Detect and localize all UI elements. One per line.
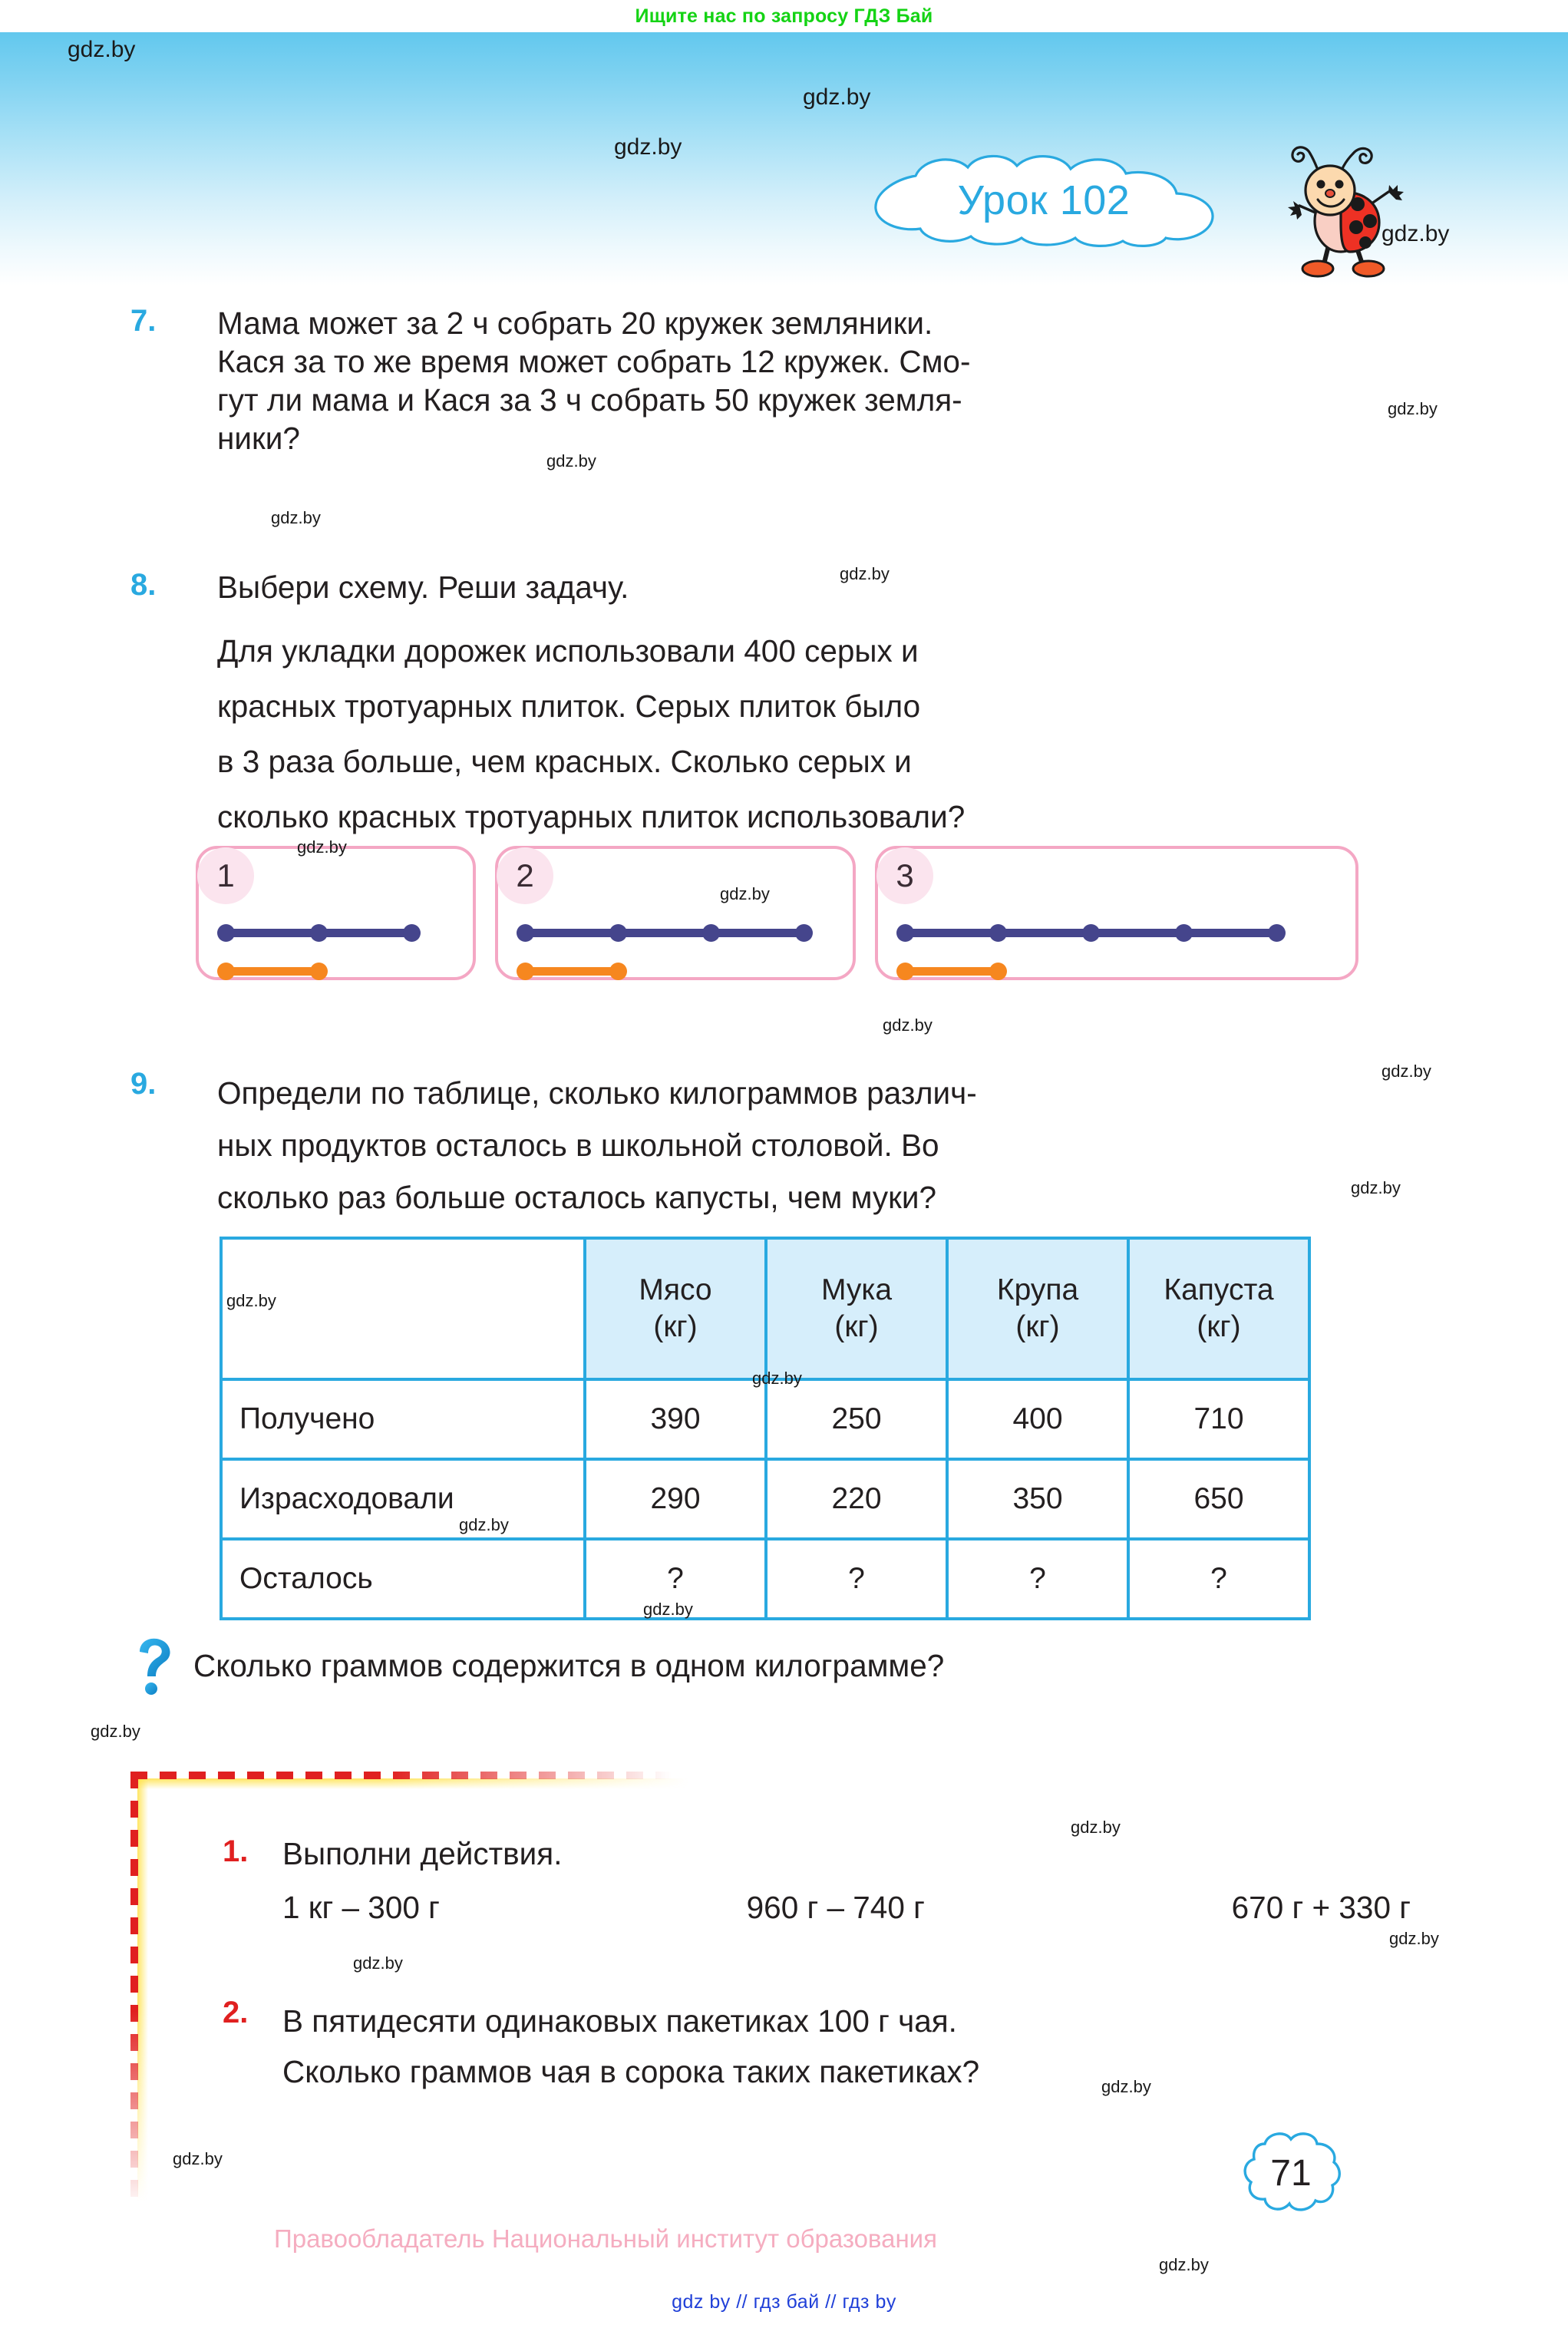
scheme-option-2-badge: 2 (497, 847, 553, 904)
oral-question-row (130, 1635, 944, 1696)
segment-dot (517, 924, 534, 942)
page-number-label: 71 (1270, 2152, 1312, 2194)
table-cell: ? (766, 1539, 947, 1619)
watermark: gdz.by (1159, 2255, 1209, 2274)
promo-banner-text: Ищите нас по запросу ГДЗ Бай (635, 5, 933, 27)
segment-dot (310, 963, 328, 980)
oral-question-text: Сколько граммов содержится в одном килограмме? (193, 1647, 945, 1683)
watermark: gdz.by (353, 1953, 403, 1973)
scheme-option-1-orange-line (226, 963, 319, 980)
table-cell: 290 (585, 1459, 766, 1539)
watermark: gdz.by (643, 1600, 693, 1619)
segment-dot (702, 924, 720, 942)
exercise-9-body (217, 1067, 1399, 1223)
table-header-cabbage-unit: (кг) (1197, 1310, 1241, 1343)
scheme-option-3-blue-line (906, 924, 1276, 942)
scheme-options-row (196, 846, 1358, 980)
task-2-number: 2. (223, 1996, 249, 2029)
segment-dot (517, 963, 534, 980)
lesson-title-cloud (856, 150, 1232, 250)
table-cell: 350 (947, 1459, 1128, 1539)
exercise-8-line-1: Для укладки дорожек использовали 400 серых и (217, 633, 919, 669)
ladybug-icon (1276, 129, 1415, 282)
segment-dot (795, 924, 813, 942)
watermark: gdz.by (840, 564, 890, 583)
task-1-expression-1: 1 кг – 300 г (282, 1890, 440, 1925)
segment-dot (403, 924, 421, 942)
task-1-number: 1. (223, 1834, 249, 1868)
table-header-row (221, 1238, 1309, 1379)
watermark: gdz.by (883, 1015, 933, 1035)
table-row (221, 1379, 1309, 1459)
exercise-9-line-2: ных продуктов осталось в школьной столовой. Во (217, 1128, 939, 1163)
watermark: gdz.by (1388, 399, 1438, 418)
exercise-8-line-2: красных тротуарных плиток. Серых плиток было (217, 689, 921, 724)
exercise-8-line-3: в 3 раза больше, чем красных. Сколько серых и (217, 744, 912, 779)
scheme-option-2-orange-line (526, 963, 618, 980)
task-1-expression-2: 960 г – 740 г (746, 1890, 925, 1925)
watermark: gdz.by (1381, 221, 1450, 246)
segment-dot (1082, 924, 1100, 942)
scheme-option-3-badge: 3 (876, 847, 933, 904)
segment-bar (711, 929, 804, 937)
frame-top-glow (130, 1778, 737, 1789)
table-cell: 250 (766, 1379, 947, 1459)
exercise-7-line-3: гут ли мама и Кася за 3 ч собрать 50 кружек земля- (217, 382, 962, 418)
task-1-title: Выполни действия. (282, 1836, 563, 1871)
watermark: gdz.by (271, 508, 321, 527)
table-cell: 390 (585, 1379, 766, 1459)
watermark: gdz.by (173, 2149, 223, 2168)
table-header-flour (766, 1238, 947, 1379)
segment-bar (1183, 929, 1277, 937)
segment-bar (525, 929, 619, 937)
table-cell: 650 (1128, 1459, 1309, 1539)
watermark: gdz.by (1071, 1818, 1121, 1837)
scheme-option-2-blue-line (526, 924, 804, 942)
exercise-8-line-4: сколько красных тротуарных плиток использовали? (217, 799, 966, 834)
segment-dot (989, 963, 1007, 980)
scheme-option-1-blue-line (226, 924, 411, 942)
table-cell: 220 (766, 1459, 947, 1539)
watermark: gdz.by (1351, 1178, 1401, 1197)
segment-bar (1091, 929, 1184, 937)
table-header-grain-name: Крупа (996, 1273, 1079, 1306)
watermark: gdz.by (614, 134, 682, 160)
watermark: gdz.by (226, 1291, 276, 1310)
exercise-9-line-1: Определи по таблице, сколько килограммов различ- (217, 1075, 977, 1111)
exercise-9-number: 9. (130, 1067, 157, 1101)
segment-dot (896, 963, 914, 980)
segment-bar (319, 929, 412, 937)
watermark: gdz.by (91, 1722, 140, 1741)
table-header-meat (585, 1238, 766, 1379)
task-2-line-2: Сколько граммов чая в сорока таких пакетиках? (282, 2054, 980, 2089)
scheme-option-3-orange-line (906, 963, 998, 980)
watermark: gdz.by (803, 84, 871, 110)
watermark: gdz.by (1389, 1929, 1439, 1948)
copyright-notice: Правообладатель Национальный институт образования (274, 2224, 937, 2253)
table-row (221, 1459, 1309, 1539)
watermark: gdz.by (546, 451, 596, 471)
table-row (221, 1539, 1309, 1619)
segment-dot (896, 924, 914, 942)
footer-links: gdz by // гдз бай // гдз by (672, 2291, 896, 2313)
table-header-grain-unit: (кг) (1015, 1310, 1060, 1343)
segment-dot (217, 924, 235, 942)
segment-bar (905, 929, 999, 937)
segment-bar (618, 929, 711, 937)
task-1-expression-3: 670 г + 330 г (1231, 1890, 1411, 1925)
scheme-option-3[interactable] (875, 846, 1358, 980)
segment-bar (226, 929, 319, 937)
table-cell: ? (947, 1539, 1128, 1619)
segment-bar (525, 967, 619, 976)
segment-bar (905, 967, 999, 976)
frame-left-glow (137, 1772, 148, 2224)
exercise-8-body (217, 623, 1399, 844)
exercise-8-number: 8. (130, 568, 157, 602)
segment-dot (310, 924, 328, 942)
exercise-7-number: 7. (130, 304, 157, 338)
table-row-label-used: Израсходовали (221, 1459, 585, 1539)
segment-dot (217, 963, 235, 980)
promo-banner (0, 0, 1568, 32)
watermark: gdz.by (297, 837, 347, 857)
exercise-9-line-3: сколько раз больше осталось капусты, чем муки? (217, 1180, 936, 1215)
exercise-8-title (217, 568, 1415, 606)
table-corner-cell (221, 1238, 585, 1379)
scheme-option-1[interactable] (196, 846, 476, 980)
watermark: gdz.by (720, 884, 770, 903)
segment-dot (1268, 924, 1286, 942)
exercise-7-line-4: ники? (217, 421, 300, 456)
table-cell: ? (1128, 1539, 1309, 1619)
watermark: gdz.by (1101, 2077, 1151, 2096)
question-mark-icon (130, 1635, 181, 1696)
exercise-7-body (217, 304, 1399, 457)
scheme-option-1-badge: 1 (197, 847, 254, 904)
table-header-meat-name: Мясо (639, 1273, 712, 1306)
exercise-8-title-text: Выбери схему. Реши задачу. (217, 570, 629, 605)
segment-dot (609, 963, 627, 980)
table-row-label-remaining: Осталось (221, 1539, 585, 1619)
table-header-flour-unit: (кг) (834, 1310, 879, 1343)
table-header-flour-name: Мука (820, 1273, 893, 1306)
exercise-7-line-1: Мама может за 2 ч собрать 20 кружек земляники. (217, 305, 933, 341)
segment-bar (226, 967, 319, 976)
segment-dot (989, 924, 1007, 942)
products-table (220, 1237, 1311, 1620)
segment-dot (1175, 924, 1193, 942)
table-header-meat-unit: (кг) (653, 1310, 698, 1343)
table-header-cabbage-name: Капуста (1164, 1273, 1274, 1306)
segment-bar (998, 929, 1091, 937)
lesson-title-label: Урок 102 (957, 177, 1131, 223)
watermark: gdz.by (68, 37, 136, 62)
frame-left-dashes (130, 1772, 138, 2232)
task-2-line-1: В пятидесяти одинаковых пакетиках 100 г чая. (282, 2003, 957, 2039)
exercise-7-line-2: Кася за то же время может собрать 12 кружек. Смо- (217, 344, 971, 379)
watermark: gdz.by (752, 1369, 802, 1388)
segment-dot (609, 924, 627, 942)
homework-frame (130, 1772, 744, 2232)
watermark: gdz.by (1381, 1062, 1431, 1081)
table-row-label-received: Получено (221, 1379, 585, 1459)
table-cell: 400 (947, 1379, 1128, 1459)
table-header-cabbage (1128, 1238, 1309, 1379)
watermark: gdz.by (459, 1515, 509, 1534)
table-header-grain (947, 1238, 1128, 1379)
page-number-cloud (1237, 2128, 1345, 2217)
table-cell: ? (585, 1539, 766, 1619)
scheme-option-2[interactable] (495, 846, 856, 980)
table-cell: 710 (1128, 1379, 1309, 1459)
frame-top-dashes (130, 1772, 744, 1779)
